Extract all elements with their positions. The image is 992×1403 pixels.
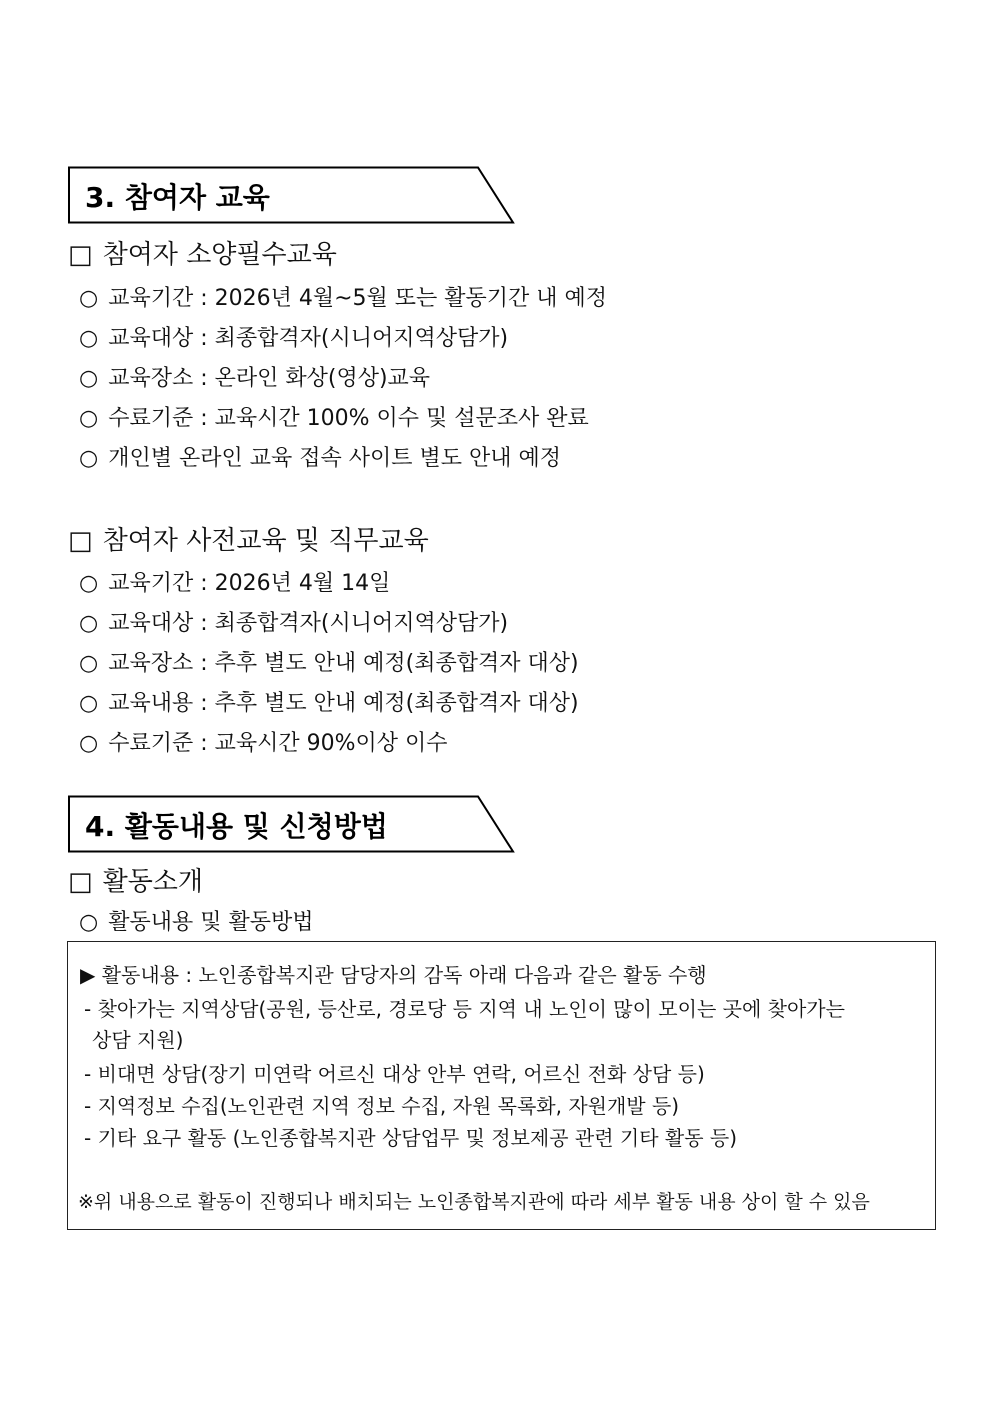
box-line: - 지역정보 수집(노인관련 지역 정보 수집, 자원 목록화, 자원개발 등) — [84, 1094, 680, 1118]
box-note: ※위 내용으로 활동이 진행되나 배치되는 노인종합복지관에 따라 세부 활동 내용 상이 할 수 있음 — [78, 1191, 870, 1213]
list-item: ○ 수료기준 : 교육시간 90%이상 이수 — [79, 731, 448, 756]
circle-bullet-icon: ○ — [79, 286, 99, 311]
box-line: - 비대면 상담(장기 미연락 어르신 대상 안부 연락, 어르신 전화 상담 등) — [84, 1062, 705, 1086]
section4-title: 4. 활동내용 및 신청방법 — [85, 810, 388, 843]
checkbox-square-icon: □ — [68, 240, 93, 270]
circle-bullet-icon: ○ — [79, 910, 99, 935]
list-item: ○ 교육기간 : 2026년 4월~5월 또는 활동기간 내 예정 — [79, 286, 608, 311]
list-item: ○ 교육기간 : 2026년 4월 14일 — [79, 571, 391, 596]
circle-bullet-icon: ○ — [79, 406, 99, 431]
list-item: ○ 수료기준 : 교육시간 100% 이수 및 설문조사 완료 — [79, 406, 589, 431]
box-line: 상담 지원) — [92, 1028, 184, 1052]
list-item: ○ 교육내용 : 추후 별도 안내 예정(최종합격자 대상) — [79, 691, 579, 716]
circle-bullet-icon: ○ — [79, 651, 99, 676]
circle-bullet-icon: ○ — [79, 731, 99, 756]
checkbox-square-icon: □ — [68, 526, 93, 556]
list-item: ○ 교육장소 : 온라인 화상(영상)교육 — [79, 366, 431, 391]
circle-bullet-icon: ○ — [79, 326, 99, 351]
list-item: ○ 개인별 온라인 교육 접속 사이트 별도 안내 예정 — [79, 446, 561, 471]
section4-heading: □ 활동소개 — [68, 867, 204, 897]
list-item: ○ 교육장소 : 추후 별도 안내 예정(최종합격자 대상) — [79, 651, 579, 676]
circle-bullet-icon: ○ — [79, 571, 99, 596]
group1-heading: □ 참여자 소양필수교육 — [68, 240, 337, 270]
box-line: - 기타 요구 활동 (노인종합복지관 상담업무 및 정보제공 관련 기타 활동 등) — [84, 1126, 738, 1150]
list-item: ○ 교육대상 : 최종합격자(시니어지역상담가) — [79, 326, 509, 351]
section3-title: 3. 참여자 교육 — [85, 181, 270, 214]
list-item: ○ 교육대상 : 최종합격자(시니어지역상담가) — [79, 611, 509, 636]
circle-bullet-icon: ○ — [79, 611, 99, 636]
list-item: ○ 활동내용 및 활동방법 — [79, 910, 314, 935]
circle-bullet-icon: ○ — [79, 691, 99, 716]
checkbox-square-icon: □ — [68, 867, 93, 897]
circle-bullet-icon: ○ — [79, 446, 99, 471]
circle-bullet-icon: ○ — [79, 366, 99, 391]
box-intro: ▶ 활동내용 : 노인종합복지관 담당자의 감독 아래 다음과 같은 활동 수행 — [80, 963, 707, 987]
group2-heading: □ 참여자 사전교육 및 직무교육 — [68, 526, 429, 556]
box-line: - 찾아가는 지역상담(공원, 등산로, 경로당 등 지역 내 노인이 많이 모이는 곳에 찾아가는 — [84, 997, 845, 1021]
